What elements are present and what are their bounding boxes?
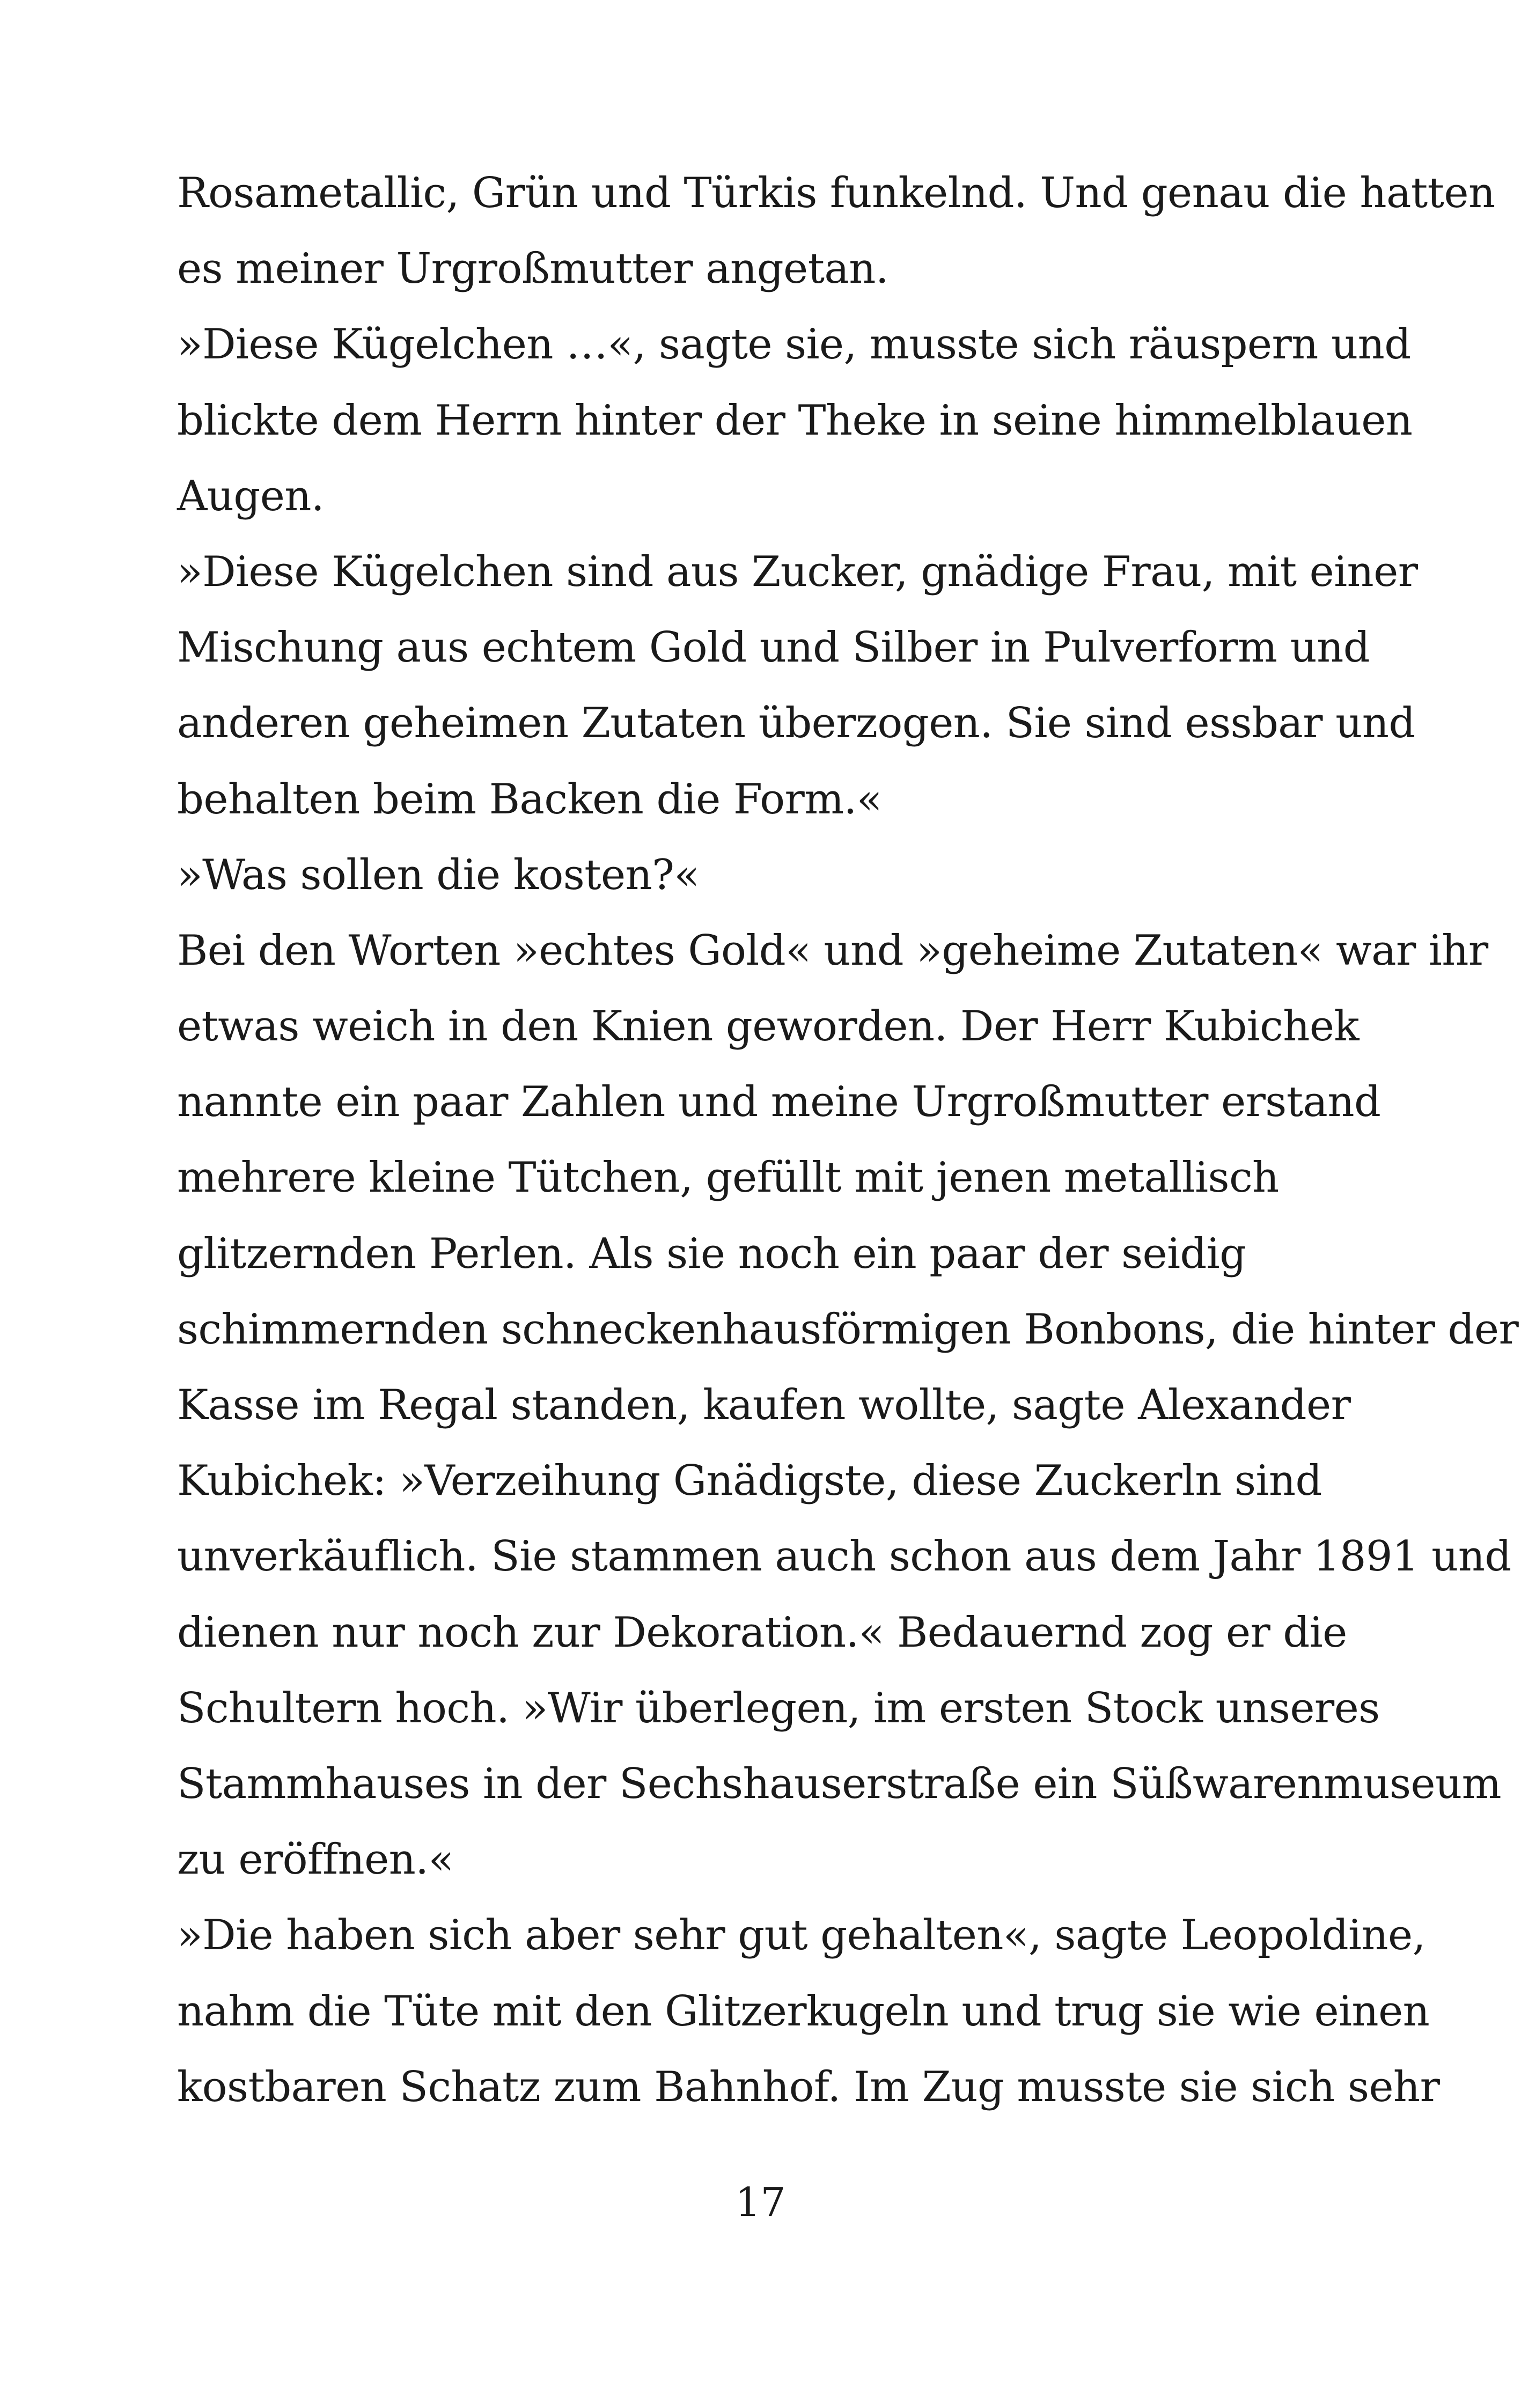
text-line: unverkäuflich. Sie stammen auch schon aus dem Jahr 1891 und — [177, 1532, 1511, 1581]
text-line: nahm die Tüte mit den Glitzerkugeln und trug sie wie einen — [177, 1987, 1430, 2036]
text-line: schimmernden schneckenhausförmigen Bonbons, die hinter der — [177, 1305, 1519, 1354]
text-line: »Diese Kügelchen …«, sagte sie, musste sich räuspern und — [177, 320, 1411, 369]
text-line: Kasse im Regal standen, kaufen wollte, sagte Alexander — [177, 1381, 1351, 1429]
text-line: »Diese Kügelchen sind aus Zucker, gnädige Frau, mit einer — [177, 547, 1418, 596]
text-line: glitzernden Perlen. Als sie noch ein paar der seidig — [177, 1229, 1246, 1278]
text-line: zu eröffnen.« — [177, 1836, 454, 1884]
text-line: Rosametallic, Grün und Türkis funkelnd. Und genau die hatten — [177, 169, 1495, 217]
text-line: nannte ein paar Zahlen und meine Urgroßmutter erstand — [177, 1078, 1381, 1127]
text-line: Kubichek: »Verzeihung Gnädigste, diese Zuckerln sind — [177, 1457, 1322, 1506]
body-text — [177, 156, 1519, 2125]
text-line: mehrere kleine Tütchen, gefüllt mit jenen metallisch — [177, 1154, 1279, 1202]
text-line: dienen nur noch zur Dekoration.« Bedauernd zog er die — [177, 1608, 1347, 1657]
text-line: blickte dem Herrn hinter der Theke in seine himmelblauen — [177, 396, 1413, 445]
text-line: kostbaren Schatz zum Bahnhof. Im Zug musste sie sich sehr — [177, 2062, 1440, 2111]
text-line: Stammhauses in der Sechshauserstraße ein Süßwarenmuseum — [177, 1759, 1501, 1808]
text-line: Mischung aus echtem Gold und Silber in Pulverform und — [177, 623, 1370, 672]
text-line: »Was sollen die kosten?« — [177, 850, 700, 899]
text-line: es meiner Urgroßmutter angetan. — [177, 245, 889, 293]
text-line: »Die haben sich aber sehr gut gehalten«, sagte Leopoldine, — [177, 1911, 1426, 1960]
text-line: Augen. — [177, 472, 325, 520]
text-line: Bei den Worten »echtes Gold« und »geheime Zutaten« war ihr — [177, 926, 1488, 975]
text-line: etwas weich in den Knien geworden. Der Herr Kubichek — [177, 1002, 1360, 1051]
page-number: 17 — [735, 2179, 786, 2226]
text-line: Schultern hoch. »Wir überlegen, im ersten Stock unseres — [177, 1684, 1380, 1732]
text-line: anderen geheimen Zutaten überzogen. Sie sind essbar und — [177, 699, 1415, 748]
text-line: behalten beim Backen die Form.« — [177, 775, 882, 824]
